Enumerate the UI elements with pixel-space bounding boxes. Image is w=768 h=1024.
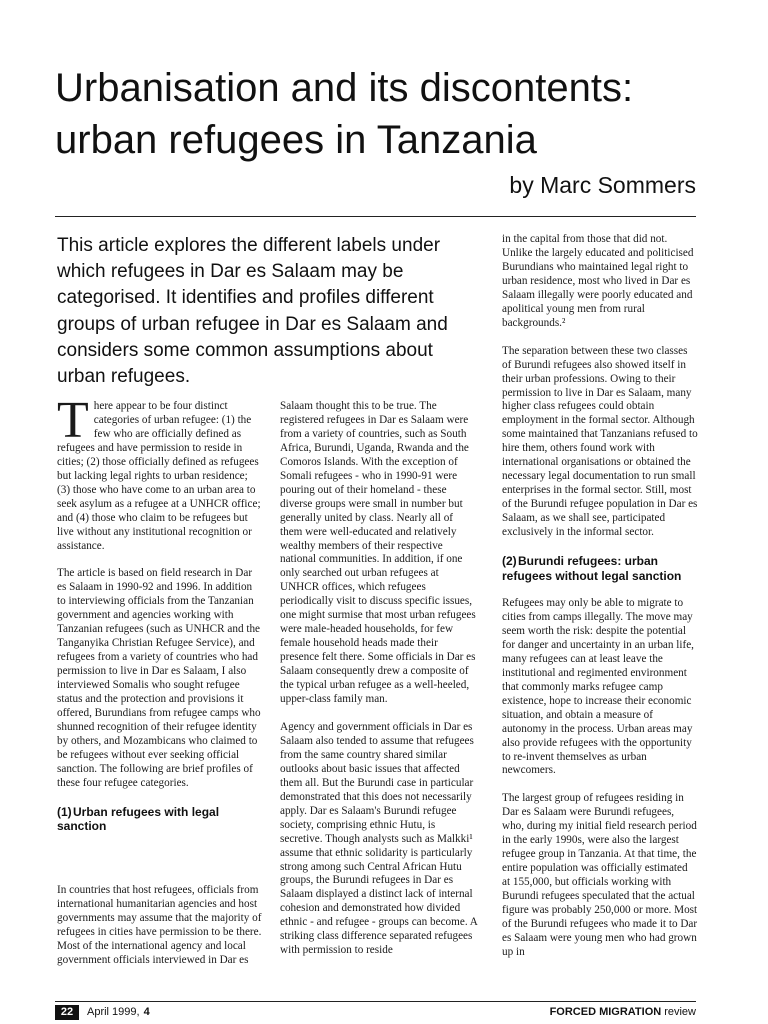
section-heading-2-text: Burundi refugees: urban refugees without legal sanction bbox=[502, 554, 682, 583]
title-line-2: urban refugees in Tanzania bbox=[55, 118, 537, 162]
section-heading-1 bbox=[57, 805, 262, 834]
issue-info bbox=[87, 1006, 150, 1018]
drop-cap: T bbox=[57, 392, 89, 449]
header-divider bbox=[55, 216, 696, 217]
page-footer bbox=[55, 1005, 696, 1023]
issue-volume: 4 bbox=[143, 1006, 150, 1018]
journal-title: FORCED MIGRATION bbox=[549, 1006, 662, 1018]
column-3 bbox=[502, 233, 698, 974]
abstract: This article explores the different labels under which refugees in Dar es Salaam may be categorised. It identifies and profiles different groups of urban refugee in Dar es Salaam and considers some common assumptions about urban refugees. bbox=[57, 235, 448, 388]
section-heading-2-number: (2) bbox=[502, 554, 517, 569]
section-heading-2 bbox=[502, 554, 698, 583]
agency-paragraph-continued: in the capital from those that did not. Unlike the largely educated and politicised Burundians who maintained legal right to urban residence, most who lived in Dar es Salaam illegally were poorly educated and apolitical young men from rural backgrounds.² bbox=[502, 233, 694, 329]
page-number: 22 bbox=[55, 1005, 79, 1020]
host-paragraph-continued: Salaam thought this to be true. The registered refugees in Dar es Salaam were from a variety of countries, such as South Africa, Burundi, Uganda, Rwanda and the Comoros Islands. With the exception of Somali refugees - who in 1990-91 were pouring out of their homeland - these diverse groups were small in number but generally united by class. Nearly all of them were well-educated and relatively wealthy members of their respective national communities. In addition, if one only searched out urban refugees at UNHCR offices, which refugees periodically visit to discuss specific issues, one might surmise that most urban refugees were male-headed households, for few female household heads made their presence felt there. Some officials in Dar es Salaam consequently drew a composite of the typical urban refugee as a well-heeled, upper-class family man. bbox=[280, 400, 476, 706]
article-title bbox=[55, 62, 735, 166]
largest-group-paragraph: The largest group of refugees residing in Dar es Salaam were Burundi refugees, who, during my initial field research period in the early 1990s, were also the largest refugee group in Tanzania. At that time, the entire population was officially estimated at 155,000, but officials working with Burundi refugees speculated that the actual figure was probably 250,000 or more. Most of the Burundi refugees who made it to Dar es Salaam were young men who had grown up in bbox=[502, 792, 698, 958]
migrate-paragraph: Refugees may only be able to migrate to cities from camps illegally. The move may seem worth the risk: despite the potential for danger and uncertainty in an urban life, many refugees can at least leave the institutional and regimented environment that commonly marks refugee camp existence, hope to increase their economic situation, and obtain a measure of autonomy in the process. Urban areas may also provide refugees with the opportunity to re-invent themselves as urban newcomers. bbox=[502, 597, 694, 777]
issue-date: April 1999, bbox=[87, 1006, 140, 1018]
intro-paragraph bbox=[57, 392, 262, 553]
section-heading-1-text: Urban refugees with legal sanction bbox=[57, 804, 220, 834]
agency-paragraph: Agency and government officials in Dar es Salaam also tended to assume that refugees from the same country shared similar outlooks about basic issues that affected them all. But the Burundi case in particular demonstrated that this does not necessarily apply. Dar es Salaam's Burundi refugee society, comprising ethnic Hutu, is secretive. Though analysts such as Malkki¹ assume that ethnic solidarity is particularly strong among such Central African Hutu groups, the Burundi refugees in Dar es Salaam displayed a distinct lack of internal cohesion and demonstrated how divided ethnic - and refugee - groups can become. A striking class difference separated refugees with permission to reside bbox=[280, 720, 478, 957]
research-paragraph: The article is based on field research in Dar es Salaam in 1990-92 and 1996. In addition to interviewing officials from the Tanzanian government and agencies working with Tanzanian refugees (such as UNHCR and the Tanganyika Christian Refugee Service), and refugees from a variety of countries who had permission to live in Dar es Salaam, I also interviewed Somalis who sought refugee status and the protection and provisions it offered, Burundians from refugee camps who shunned recognition of their refugee identity by others, and Mozambicans who claimed to be refugees without ever seeking official sanction. The following are brief profiles of these four refugee categories. bbox=[57, 567, 261, 789]
title-line-1: Urbanisation and its discontents: bbox=[55, 66, 634, 110]
section-heading-1-number: (1) bbox=[57, 804, 72, 819]
footer-divider bbox=[55, 1001, 696, 1002]
column-1-bottom bbox=[57, 884, 262, 982]
journal-name bbox=[550, 1006, 696, 1018]
byline: by Marc Sommers bbox=[509, 172, 696, 198]
host-paragraph-start: In countries that host refugees, officials from international humanitarian agencies and host governments may assume that the majority of refugees in cities have permission to be there. Most of the international agency and local government officials interviewed in Dar es bbox=[57, 884, 262, 966]
column-2 bbox=[280, 400, 478, 972]
intro-text: here appear to be four distinct categories of urban refugee: (1) the few who are officially defined as refugees and have permission to reside in cities; (2) those officially defined as refugees but lacking legal rights to urban residence; (3) those who have come to an urban area to seek asylum as a refugee at a UNHCR office; and (4) those who claim to be refugees but live without any institutional recognition or assistance. bbox=[57, 400, 261, 552]
separation-paragraph: The separation between these two classes of Burundi refugees also showed itself in their urban professions. Owing to their permission to live in Dar es Salaam, many higher class refugees could obtain employment in the formal sector. Although some maintained that Tanzanians refused to hire them, others found work with international organisations or obtained the necessary legal documentation to run small enterprises in the formal sector. Still, most of the Burundi refugee population in Dar es Salaam, as we shall see, participated exclusively in the informal sector. bbox=[502, 344, 698, 539]
journal-suffix: review bbox=[664, 1006, 696, 1018]
column-1 bbox=[57, 392, 262, 848]
